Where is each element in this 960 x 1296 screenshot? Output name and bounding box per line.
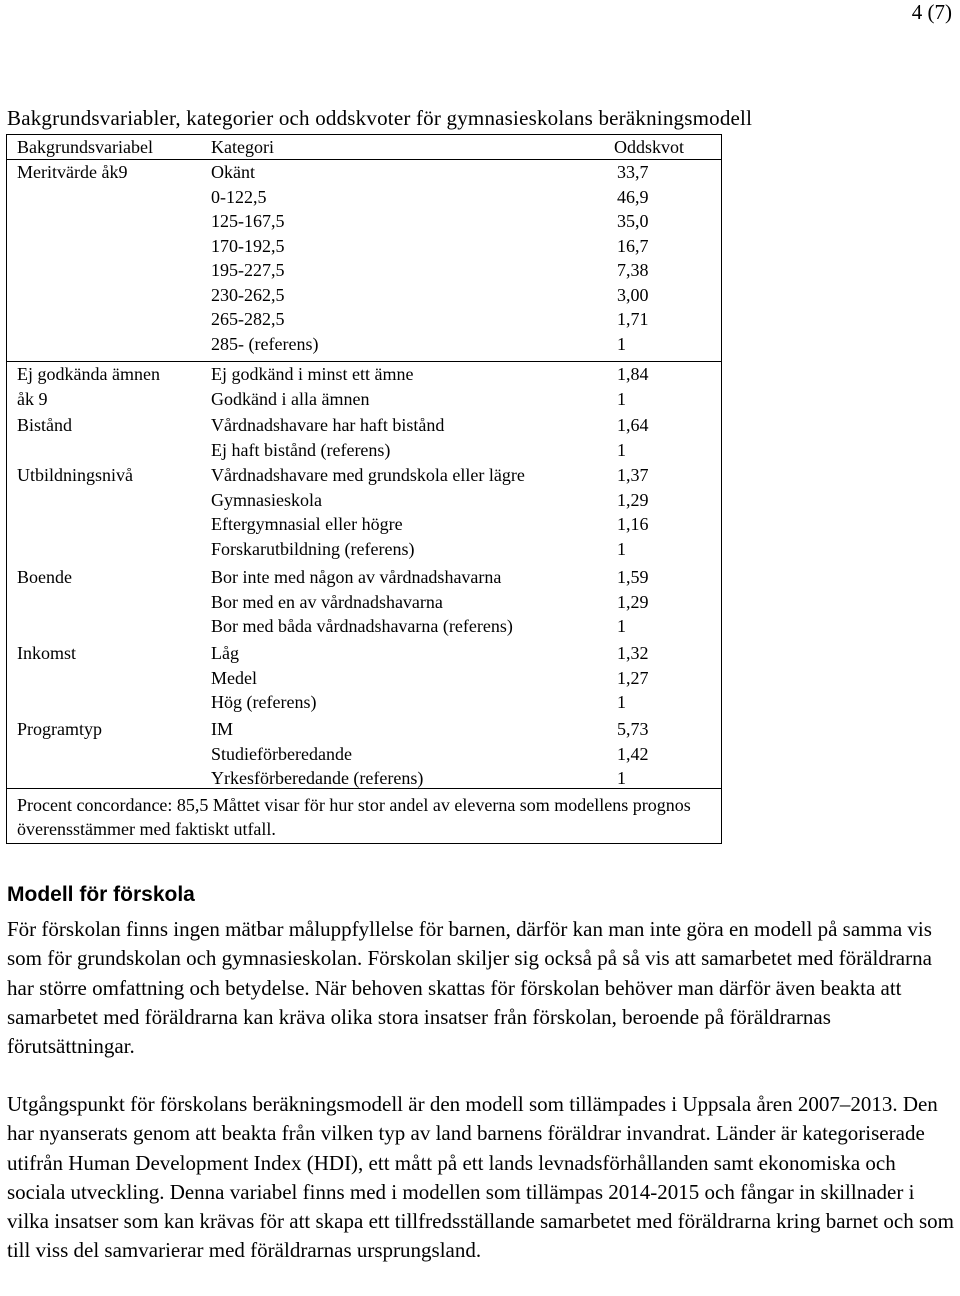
page-number: 4 (7)	[911, 0, 952, 24]
paragraph: För förskolan finns ingen mätbar måluppfyllelse för barnen, därför kan man inte göra en modell på samma vis som för grundskolan och gymnasieskolan. Förskolan skiljer sig också på så vis att samarbetet med föräldrarna har större omfattning och betydelse. När behoven skattas för förskolan behöver man därför även beakta att samarbetet med föräldrarna kan kräva olika stora insatser från förskolan, beroende på föräldrarnas förutsättningar.	[7, 917, 932, 1059]
table-caption: Bakgrundsvariabler, kategorier och oddskvoter för gymnasieskolans beräkningsmodell	[7, 106, 753, 130]
category-cell: Studieförberedande	[211, 743, 352, 764]
category-cell: Bor inte med någon av vårdnadshavarna	[211, 567, 502, 587]
paragraph: Utgångspunkt för förskolans beräkningsmodell är den modell som tillämpades i Uppsala åren 2007–2013. Den har nyanserats genom att beakta från vilken typ av land barnens föräldrar invandrat. Länder är kategoriserade utifrån Human Development Index (HDI), ett mått på ett lands levnadsförhållanden samt ekonomiska och sociala utveckling. Denna variabel finns med i modellen som tillämpas 2014-2015 och fångar in skillnader i vilka insatser som kan krävas för att skapa ett tillfredsställande samarbetet med föräldrarna kring barnet och som till viss del samvarierar med föräldrarnas ursprungsland.	[7, 1092, 955, 1263]
category-cell: Gymnasieskola	[211, 489, 322, 510]
variable-label: Ej godkända ämnen	[17, 364, 160, 384]
odds-cell: 1	[617, 439, 626, 460]
odds-cell: 33,7	[617, 162, 649, 182]
category-cell: 285- (referens)	[211, 333, 319, 354]
odds-cell: 1,27	[617, 667, 649, 688]
odds-cell: 1,29	[617, 591, 649, 612]
variable-label: Meritvärde åk9	[17, 162, 128, 182]
odds-cell: 7,38	[617, 260, 649, 280]
category-cell: 265-282,5	[211, 309, 285, 329]
odds-table	[6, 134, 722, 844]
odds-cell: 1,71	[617, 309, 649, 329]
odds-cell: 1	[617, 538, 626, 559]
odds-cell: 1,16	[617, 514, 649, 534]
category-cell: Godkänd i alla ämnen	[211, 388, 370, 409]
category-cell: Yrkesförberedande (referens)	[211, 768, 424, 788]
variable-label: Boende	[17, 567, 72, 587]
variable-label: Inkomst	[17, 643, 77, 663]
category-cell: 125-167,5	[211, 211, 285, 231]
odds-cell: 35,0	[617, 211, 649, 231]
category-cell: Eftergymnasial eller högre	[211, 514, 403, 534]
variable-label: Bistånd	[17, 415, 73, 435]
odds-cell: 1,29	[617, 489, 649, 510]
variable-label: Programtyp	[17, 719, 102, 739]
odds-cell: 1,84	[617, 364, 649, 384]
category-cell: 170-192,5	[211, 235, 285, 256]
category-cell: Ej godkänd i minst ett ämne	[211, 364, 414, 384]
category-cell: Medel	[211, 667, 257, 688]
category-cell: Okänt	[211, 162, 255, 182]
category-cell: Ej haft bistånd (referens)	[211, 439, 391, 460]
category-cell: Forskarutbildning (referens)	[211, 538, 415, 559]
category-cell: 0-122,5	[211, 186, 267, 207]
variable-label: åk 9	[17, 388, 48, 409]
header-variable: Bakgrundsvariabel	[17, 137, 153, 157]
table-footnote: Procent concordance: 85,5 Måttet visar för hur stor andel av eleverna som modellens prognos överensstämmer med faktiskt utfall.	[17, 795, 691, 839]
category-cell: 195-227,5	[211, 260, 285, 280]
odds-cell: 1,42	[617, 743, 649, 764]
odds-cell: 1	[617, 768, 626, 788]
odds-cell: 1	[617, 692, 626, 712]
odds-cell: 46,9	[617, 186, 649, 207]
category-cell: 230-262,5	[211, 284, 285, 305]
odds-cell: 1	[617, 616, 626, 636]
odds-cell: 3,00	[617, 284, 649, 305]
odds-cell: 1	[617, 388, 626, 409]
category-cell: IM	[211, 719, 233, 739]
category-cell: Hög (referens)	[211, 692, 317, 712]
odds-cell: 1,64	[617, 415, 649, 435]
odds-cell: 1,37	[617, 465, 649, 485]
odds-cell: 5,73	[617, 719, 649, 739]
category-cell: Vårdnadshavare har haft bistånd	[211, 415, 445, 435]
header-category: Kategori	[211, 137, 274, 157]
category-cell: Låg	[211, 643, 239, 663]
section-heading: Modell för förskola	[7, 883, 195, 906]
odds-cell: 1,32	[617, 643, 649, 663]
odds-cell: 1,59	[617, 567, 649, 587]
category-cell: Bor med båda vårdnadshavarna (referens)	[211, 616, 513, 636]
header-odds: Oddskvot	[614, 137, 685, 157]
category-cell: Bor med en av vårdnadshavarna	[211, 591, 443, 612]
category-cell: Vårdnadshavare med grundskola eller lägre	[211, 465, 525, 485]
odds-cell: 1	[617, 333, 626, 354]
odds-cell: 16,7	[617, 235, 649, 256]
variable-label: Utbildningsnivå	[17, 465, 133, 485]
